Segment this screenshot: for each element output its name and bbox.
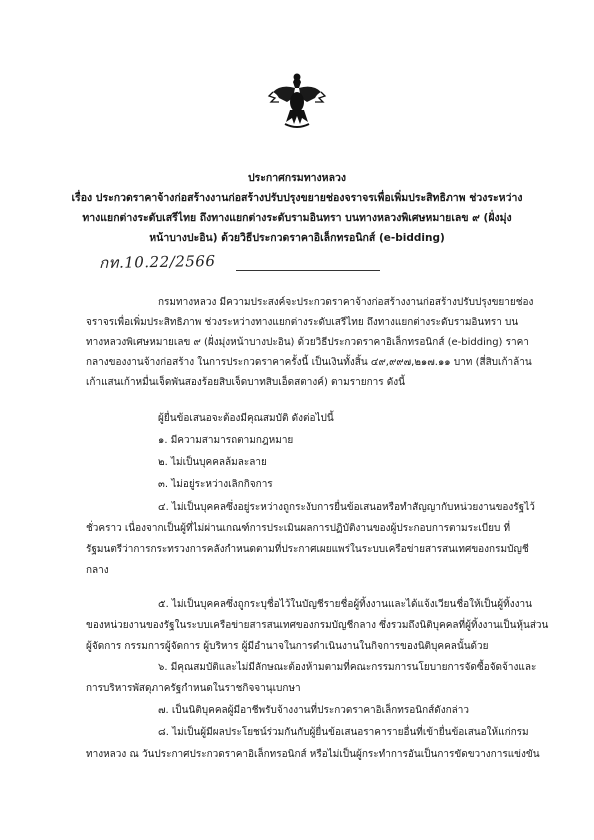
handwritten-document-number: กท.10.22/2566 xyxy=(98,251,216,273)
announcement-subject-line-3: หน้าบางปะอิน) ด้วยวิธีประกวดราคาอิเล็กทรอนิกส์ (e-bidding) xyxy=(149,232,445,244)
qualification-item-6: ๖. มีคุณสมบัติและไม่มีลักษณะต้องห้ามตามที่คณะกรรมการนโยบายการจัดซื้อจัดจ้างและ xyxy=(158,662,537,673)
qualification-item-3: ๓. ไม่อยู่ระหว่างเลิกกิจการ xyxy=(158,479,273,490)
intro-line-5: เก้าแสนเก้าหมื่นเจ็ดพันสองร้อยสิบเจ็ดบาทสิบเอ็ดสตางค์) ตามรายการ ดังนี้ xyxy=(86,377,405,388)
qualification-item-7: ๗. เป็นนิติบุคคลผู้มีอาชีพรับจ้างงานที่ประกวดราคาอิเล็กทรอนิกส์ดังกล่าว xyxy=(158,705,470,716)
qualification-item-1: ๑. มีความสามารถตามกฎหมาย xyxy=(158,435,294,446)
qualification-item-8-cont: ทางหลวง ณ วันประกาศประกวดราคาอิเล็กทรอนิกส์ หรือไม่เป็นผู้กระทำการอันเป็นการขัดขวางการแข่งขัน xyxy=(86,749,540,760)
qualification-item-2: ๒. ไม่เป็นบุคคลล้มละลาย xyxy=(158,457,267,468)
garuda-emblem-icon xyxy=(267,68,327,130)
qualification-item-4: ๔. ไม่เป็นบุคคลซึ่งอยู่ระหว่างถูกระงับการยื่นข้อเสนอหรือทำสัญญากับหน่วยงานของรัฐไว้ xyxy=(158,502,535,513)
qualification-item-4-cont-2: รัฐมนตรีว่าการกระทรวงการคลังกำหนดตามที่ประกาศเผยแพร่ในระบบเครือข่ายสารสนเทศของกรมบัญชี xyxy=(86,544,529,555)
qualification-item-4-cont-3: กลาง xyxy=(86,565,109,576)
heading-divider xyxy=(236,270,380,271)
qualification-item-6-cont: การบริหารพัสดุภาครัฐกำหนดในราชกิจจานุเบกษา xyxy=(86,683,301,694)
qualification-item-4-cont-1: ชั่วคราว เนื่องจากเป็นผู้ที่ไม่ผ่านเกณฑ์การประเมินผลการปฏิบัติงานของผู้ประกอบการตามระเบียบ ที่ xyxy=(86,523,511,534)
announcement-subject-line-2: ทางแยกต่างระดับเสรีไทย ถึงทางแยกต่างระดับรามอินทรา บนทางหลวงพิเศษหมายเลข ๙ (ฝั่งมุ่ง xyxy=(82,212,512,224)
intro-line-4: กลางของงานจ้างก่อสร้าง ในการประกวดราคาครั้งนี้ เป็นเงินทั้งสิ้น ๔๙,๙๙๗,๒๑๗.๑๑ บาท (สี่สิบเก้าล้าน xyxy=(86,357,532,368)
qualification-item-5-cont-2: ผู้จัดการ กรรมการผู้จัดการ ผู้บริหาร ผู้มีอำนาจในการดำเนินงานในกิจการของนิติบุคคลนั้นด้วย xyxy=(86,641,489,652)
qualification-heading: ผู้ยื่นข้อเสนอจะต้องมีคุณสมบัติ ดังต่อไปนี้ xyxy=(158,413,334,424)
qualification-item-8: ๘. ไม่เป็นผู้มีผลประโยชน์ร่วมกันกับผู้ยื่นข้อเสนอราคารายอื่นที่เข้ายื่นข้อเสนอให้แก่กรม xyxy=(158,727,529,738)
intro-line-1: กรมทางหลวง มีความประสงค์จะประกวดราคาจ้างก่อสร้างงานก่อสร้างปรับปรุงขยายช่อง xyxy=(158,297,534,308)
announcement-agency: ประกาศกรมทางหลวง xyxy=(247,172,347,184)
qualification-item-5: ๕. ไม่เป็นบุคคลซึ่งถูกระบุชื่อไว้ในบัญชีรายชื่อผู้ทิ้งงานและได้แจ้งเวียนชื่อให้เป็นผู้ทิ้งงาน xyxy=(158,599,532,610)
intro-line-3: ทางหลวงพิเศษหมายเลข ๙ (ฝั่งมุ่งหน้าบางปะอิน) ด้วยวิธีประกวดราคาอิเล็กทรอนิกส์ (e-bidding) ราคา xyxy=(86,337,529,348)
qualification-item-5-cont-1: ของหน่วยงานของรัฐในระบบเครือข่ายสารสนเทศของกรมบัญชีกลาง ซึ่งรวมถึงนิติบุคคลที่ผู้ทิ้งงานเป็นหุ้นส่วน xyxy=(86,620,549,631)
intro-line-2: จราจรเพื่อเพิ่มประสิทธิภาพ ช่วงระหว่างทางแยกต่างระดับเสรีไทย ถึงทางแยกต่างระดับรามอินทรา บน xyxy=(86,317,519,328)
announcement-subject-line-1: เรื่อง ประกวดราคาจ้างก่อสร้างงานก่อสร้างปรับปรุงขยายช่องจราจรเพื่อเพิ่มประสิทธิภาพ ช่วงระหว่าง xyxy=(71,192,523,204)
